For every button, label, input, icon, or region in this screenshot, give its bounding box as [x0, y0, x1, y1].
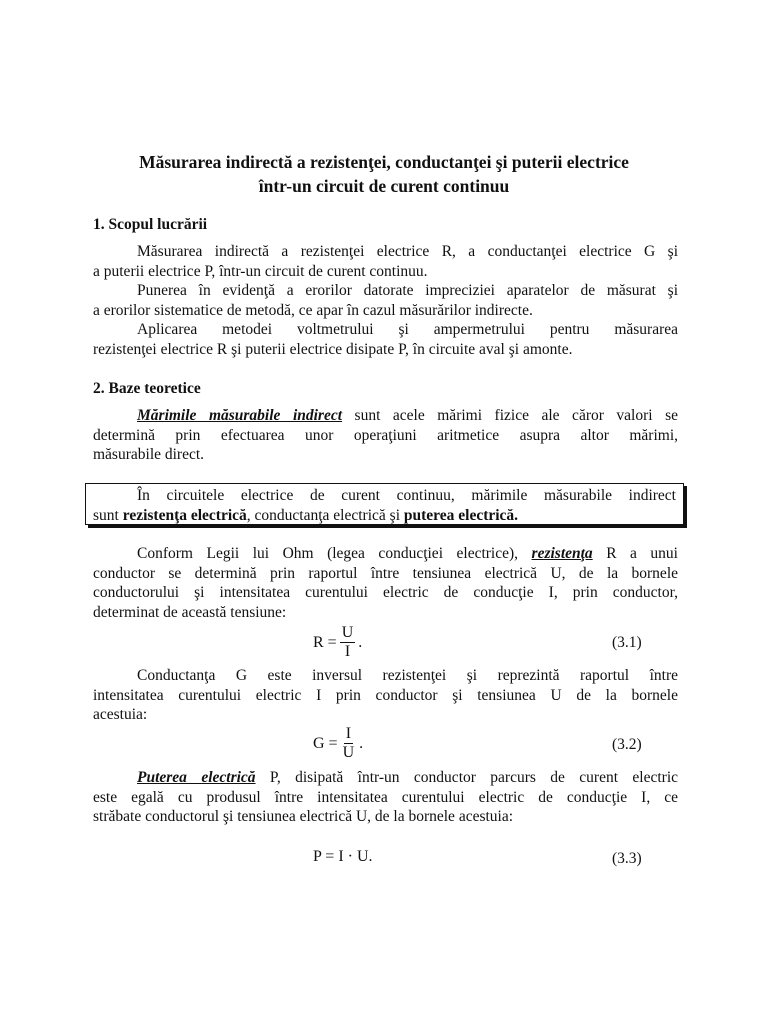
text-line: Măsurarea indirectă a rezistenţei electrice R, a conductanţei electrice G şi [137, 243, 678, 260]
text-line: a erorilor sistematice de metodă, ce apar în cazul măsurărilor indirecte. [93, 301, 533, 319]
text-line: conductor se determină prin raportul între tensiunea electrică U, de la bornele [93, 564, 678, 582]
section-1-heading: 1. Scopul lucrării [93, 216, 208, 233]
title-line-2: într-un circuit de curent continuu [258, 176, 510, 196]
text-line: Aplicarea metodei voltmetrului şi ampermetrului pentru măsurarea [137, 321, 678, 338]
section-1-paragraph-3 [93, 320, 678, 359]
text-line: acestuia: [93, 706, 148, 723]
equation-number-3-1: (3.1) [612, 634, 642, 651]
fraction [340, 624, 356, 661]
title-line-1: Măsurarea indirectă a rezistenţei, conductanţei şi puterii electrice [139, 152, 629, 172]
equation-number-3-2: (3.2) [612, 736, 642, 753]
text-run: P, disipată într-un conductor parcurs de curent electric [255, 769, 679, 786]
text-line: măsurabile direct. [93, 446, 205, 463]
text-line: determină prin efectuarea unor operaţiuni aritmetice asupra altor mărimi, [93, 426, 678, 444]
section-2-paragraph-3 [93, 666, 678, 725]
section-1-paragraph-2 [93, 281, 678, 320]
term-indirect-quantities: Mărimile măsurabile indirect [137, 407, 343, 424]
text-line: determinat de această tensiune: [93, 603, 287, 621]
equation-number-3-3: (3.3) [612, 850, 642, 867]
text-line: conductorului şi intensitatea curentului electric de conducţie I, prin conductor, [93, 584, 678, 601]
text-line: rezistenţei electrice R şi puterii electrice disipate P, în circuite aval şi amonte. [93, 340, 573, 358]
denominator: U [342, 744, 355, 761]
section-2-heading: 2. Baze teoretice [93, 380, 201, 397]
equation-3-2 [313, 725, 363, 762]
equation-tail: . [359, 734, 364, 752]
text-run: sunt acele mărimi fizice ale căror valori se [342, 407, 679, 424]
equation-3-3: P = I · U. [313, 848, 373, 865]
text-run: R a unui [592, 545, 678, 562]
section-1-paragraph-1 [93, 242, 678, 281]
document-title [60, 150, 708, 198]
fraction [341, 725, 357, 762]
denominator: I [344, 643, 351, 660]
equation-lhs: R = [313, 633, 337, 651]
text-line: intensitatea curentului electric I prin conductor şi tensiunea U de la bornele [93, 686, 678, 704]
text-run: Conform Legii lui Ohm (legea conducţiei electrice), [137, 545, 532, 562]
equation-3-1 [313, 624, 362, 661]
bold-term: rezistenţa electrică [122, 506, 247, 524]
text-run: , conductanţa electrică şi [246, 506, 404, 524]
text-line: a puterii electrice P, într-un circuit de curent continuu. [93, 262, 428, 280]
bold-term: puterea electrică. [403, 506, 519, 524]
equation-tail: . [358, 633, 363, 651]
text-line: În circuitele electrice de curent continuu, mărimile măsurabile indirect [137, 487, 676, 504]
section-2-paragraph-1 [93, 406, 678, 465]
section-2-paragraph-2 [93, 544, 678, 622]
highlight-box [85, 483, 684, 525]
numerator: I [345, 725, 352, 742]
text-line: Punerea în evidenţă a erorilor datorate impreciziei aparatelor de măsurat şi [137, 282, 678, 299]
numerator: U [341, 624, 354, 641]
term-electric-power: Puterea electrică [137, 769, 256, 786]
text-run: sunt [93, 506, 123, 524]
section-2-paragraph-4 [93, 768, 678, 827]
text-line: este egală cu produsul între intensitatea curentului electric de conducţie I, ce [93, 788, 678, 806]
term-resistance: rezistenţa [531, 545, 593, 562]
text-line: străbate conductorul şi tensiunea electrică U, de la bornele acestuia: [93, 808, 514, 825]
equation-lhs: G = [313, 734, 338, 752]
text-line: Conductanţa G este inversul rezistenţei şi reprezintă raportul între [137, 667, 678, 684]
